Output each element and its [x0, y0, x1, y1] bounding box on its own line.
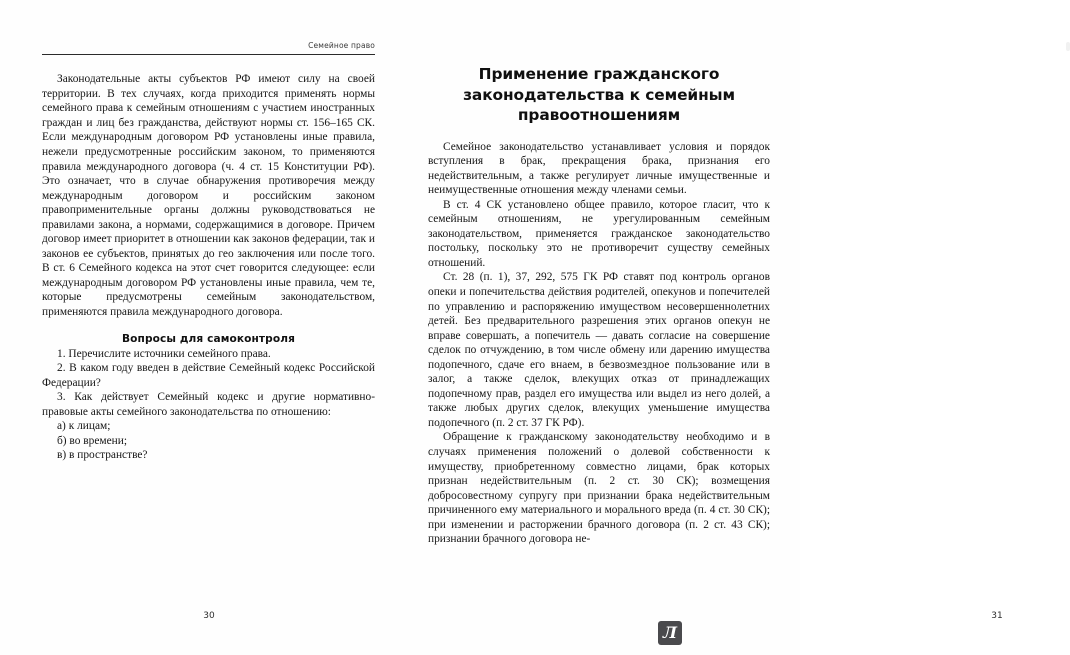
- running-head-left: Семейное право: [308, 41, 375, 50]
- paragraph: Ст. 28 (п. 1), 37, 292, 575 ГК РФ ставят под контроль органов опеки и попечительства действия родителей, опекунов и попечителей по управлению и распоряжению имуществом несовершеннолетних детей. Без предварительного разрешения этих органов опекун не вправе совершать, а попечитель — давать согласие на совершение сделок по отчуждению, в том числе обмену или дарению имущества подопечного, сдаче его внаем, в безвозмездное пользование или в залог, а также сделок, влекущих отказ от принадлежащих подопечному прав, раздел его имущества или выдел из него долей, а также любых других сделок, влекущих уменьшение имущества подопечного (п. 2 ст. 37 ГК РФ).: [428, 271, 770, 429]
- right-page-body: [428, 140, 770, 547]
- page-right-text-column: [428, 42, 770, 547]
- scan-artifact-speck: [1066, 42, 1070, 51]
- self-check-subitem: а) к лицам;: [57, 420, 111, 433]
- chapter-title: [428, 64, 770, 126]
- paragraph: Обращение к гражданскому законодательству необходимо и в случаях применения положений о долевой собственности к имуществу, приобретенному совместно лицами, брак которых признан недействительным (п. 2 ст. 30 СК); возмещения добросовестному супругу при признании брака недействительным причиненного ему материального и морального вреда (п. 4 ст. 30 СК); при изменении и расторжении брачного договора (п. 2 ст. 43 СК); признании брачного договора не-: [428, 431, 770, 546]
- paragraph: Семейное законодательство устанавливает условия и порядок вступления в брак, прекращения брака, признания его недействительным, а также регулирует личные имущественные и неимущественные отношения между членами семьи.: [428, 140, 770, 197]
- paragraph: Законодательные акты субъектов РФ имеют силу на своей территории. В тех случаях, когда приходится применять нормы семейного права к семейным отношениям с участием иностранных граждан и лиц без гражданства, действуют нормы ст. 156–165 СК. Если международным договором РФ установлены иные правила, нежели предусмотренные российским законом, то применяются правила международного договора (ч. 4 ст. 15 Конституции РФ). Это означает, что в случае обнаружения противоречия между международным договором и российским законом правоприменительные органы должны руководствоваться не правилами закона, а нормами, содержащимися в договоре. Причем договор имеет приоритет в отношении как законов федерации, так и законов ее субъектов, принятых до гео заключения или после того. В ст. 6 Семейного кодекса на этот счет говорится следующее: если международным договором РФ установлены иные правила, чем те, которые предусмотрены семейным законодательством, применяются правила международного договора.: [42, 73, 375, 318]
- publisher-logo-icon: [658, 621, 682, 645]
- left-page-body: [42, 72, 375, 319]
- page-number-left: 30: [203, 611, 215, 621]
- chapter-title-line: правоотношениям: [517, 106, 681, 124]
- page-left-text-column: [42, 42, 375, 463]
- page-number-right: 31: [991, 611, 1003, 621]
- running-head-rule: [42, 54, 375, 55]
- page-left: [0, 0, 400, 655]
- self-check-question: 3. Как действует Семейный кодекс и другие нормативно-правовые акты семейного законодательства по отношению:: [42, 391, 375, 418]
- self-check-question: 2. В каком году введен в действие Семейный кодекс Российской Федерации?: [42, 362, 375, 389]
- self-check-heading: Вопросы для самоконтроля: [121, 332, 295, 345]
- chapter-title-line: Применение гражданского: [478, 65, 720, 83]
- self-check-subitem: в) в пространстве?: [57, 449, 148, 462]
- publisher-logo-letter: Л: [662, 623, 678, 642]
- page-right: [400, 0, 1003, 655]
- self-check-subitem: б) во времени;: [57, 434, 128, 447]
- paragraph: В ст. 4 СК установлено общее правило, которое гласит, что к семейным отношениям, не урегулированным семейным законодательством, применяется гражданское законодательство постольку, поскольку это не противоречит существу семейных отношений.: [428, 198, 770, 269]
- self-check-question: 1. Перечислите источники семейного права.: [57, 347, 271, 360]
- chapter-title-line: законодательства к семейным: [463, 85, 735, 104]
